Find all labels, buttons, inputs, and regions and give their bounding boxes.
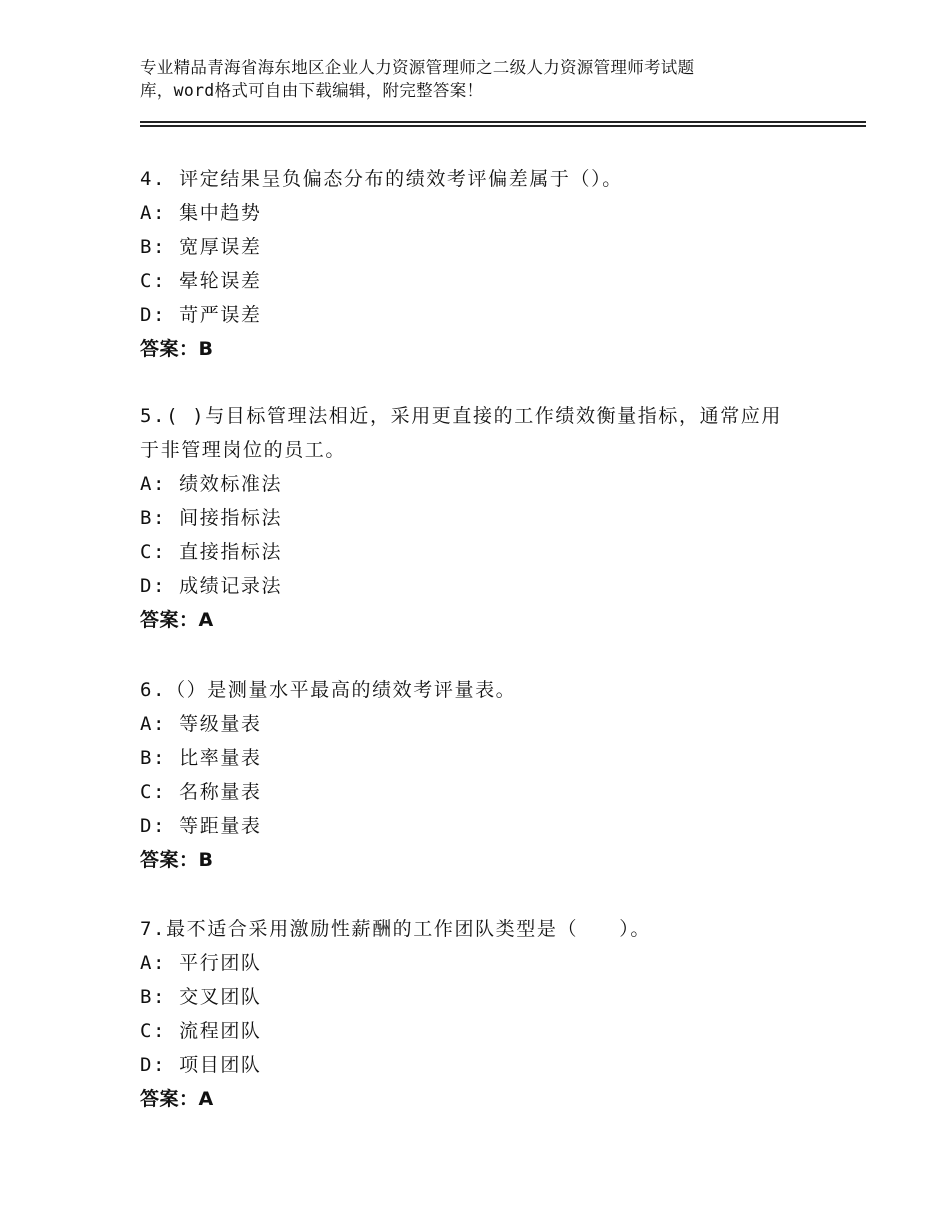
question-text [140, 912, 840, 946]
option-b: B: 比率量表 [140, 747, 262, 769]
option-c: C: 晕轮误差 [140, 270, 262, 292]
header-line-2: 库，word格式可自由下载编辑，附完整答案！ [140, 81, 484, 100]
option-c: C: 名称量表 [140, 781, 262, 803]
option-a: A: 等级量表 [140, 713, 262, 735]
option-c: C: 直接指标法 [140, 541, 283, 563]
question-text-line: 5.( )与目标管理法相近，采用更直接的工作绩效衡量指标，通常应用 [140, 405, 782, 427]
question-text [140, 162, 840, 196]
header-divider-bottom [140, 125, 866, 127]
answer-label: 答案：A [140, 609, 214, 631]
question-text-line: 7.最不适合采用激励性薪酬的工作团队类型是（ ）。 [140, 918, 651, 940]
option-d: D: 项目团队 [140, 1054, 262, 1076]
question-text-line: 于非管理岗位的员工。 [140, 439, 347, 461]
answer-label: 答案：A [140, 1088, 214, 1110]
option-b: B: 间接指标法 [140, 507, 283, 529]
option-a: A: 集中趋势 [140, 202, 262, 224]
header-divider-top [140, 121, 866, 123]
option-d: D: 等距量表 [140, 815, 262, 837]
answer-label: 答案：B [140, 849, 214, 871]
option-b: B: 交叉团队 [140, 986, 262, 1008]
question-block-6 [140, 673, 840, 877]
option-d: D: 成绩记录法 [140, 575, 283, 597]
question-text [140, 673, 840, 707]
option-d: D: 苛严误差 [140, 304, 262, 326]
header-line-1: 专业精品青海省海东地区企业人力资源管理师之二级人力资源管理师考试题 [140, 58, 695, 77]
question-text-line: 6.（）是测量水平最高的绩效考评量表。 [140, 679, 517, 701]
question-block-5 [140, 399, 840, 637]
question-block-4 [140, 162, 840, 366]
answer-label: 答案：B [140, 338, 214, 360]
document-header [140, 56, 860, 102]
option-c: C: 流程团队 [140, 1020, 262, 1042]
question-text-line: 4. 评定结果呈负偏态分布的绩效考评偏差属于（）。 [140, 168, 623, 190]
question-block-7 [140, 912, 840, 1116]
option-a: A: 平行团队 [140, 952, 262, 974]
option-a: A: 绩效标准法 [140, 473, 283, 495]
option-b: B: 宽厚误差 [140, 236, 262, 258]
question-text [140, 399, 840, 467]
